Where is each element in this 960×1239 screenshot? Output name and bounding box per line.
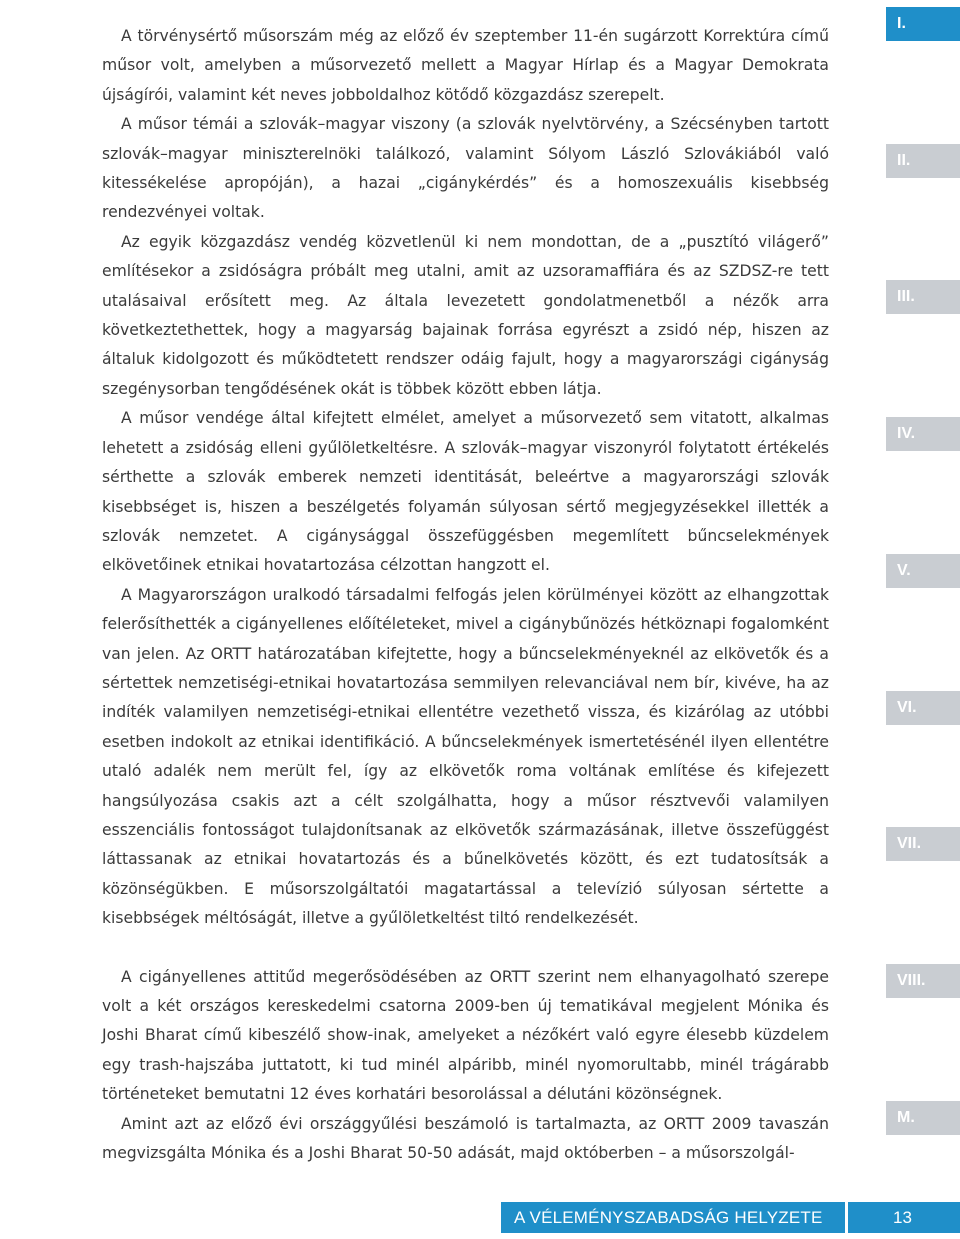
paragraph: A műsor vendége által kifejtett elmélet, amelyet a műsorvezető sem vitatott, alkalmas lehetett a zsidóság elleni gyűlöletkeltésre. A szlovák–magyar viszonyról folytatott értékelés sérthette a szlovák emberek nemzeti identitását, beleértve a magyarországi szlovák kisebbséget is, hiszen a beszélgetés folyamán súlyosan sértő megjegyzésekkel illették a szlovák nemzetet. A cigánysággal összefüggésben megemlített bűncselekmények elkövetőinek etnikai hovatartozása célzottan hangzott el. bbox=[102, 409, 829, 575]
footer-title: A VÉLEMÉNYSZABADSÁG HELYZETE bbox=[514, 1208, 823, 1227]
paragraph: Amint azt az előző évi országgyűlési beszámoló is tartalmazta, az ORTT 2009 tavaszán megvizsgálta Mónika és a Joshi Bharat 50-50 adását, majd októberben – a műsorszolgál- bbox=[102, 1114, 829, 1163]
paragraph: A Magyarországon uralkodó társadalmi felfogás jelen körülményei között az elhangzottak felerősíthették a cigányellenes előítéleteket, mivel a cigánybűnözés hétköznapi fogalomként van jelen. Az ORTT határozatában kifejtette, hogy a bűncselekményeknél az elkövetők és a sértettek nemzetiségi-etnikai hovatartozása semmilyen relevanciával nem bír, kivéve, ha az indíték valamilyen nemzetiségi-etnikai ellentétre vezethető vissza, és kizárólag az utóbbi esetben indokolt az etnikai identifikáció. A bűncselekmények ismertetésénél ilyen ellentétre utaló adalék nem merült fel, így az elkövetők roma voltának említése és kifejezett hangsúlyozása csakis azt a célt szolgálhatta, hogy a műsor résztvevői valamilyen esszenciális fontosságot tulajdonítsanak az elkövetők származásának, illetve összefüggést láttassanak az etnikai hovatartozás és a bűnelkövetés között, és ezt tudatosítsák a közönségükben. E műsorszolgáltatói magatartással a televízió súlyosan sértette a kisebbségek méltóságát, illetve a gyűlöletkeltést tiltó rendelkezését. bbox=[102, 585, 829, 928]
paragraph: A törvénysértő műsorszám még az előző év szeptember 11-én sugárzott Korrektúra című műsor volt, amelyben a műsorvezető mellett a Magyar Hírlap és a Magyar Demokrata újságírói, valamint két neves jobboldalhoz kötődő közgazdász szerepelt. bbox=[102, 27, 829, 104]
chapter-tab-6[interactable]: VI. bbox=[886, 691, 960, 725]
chapter-tab-4[interactable]: IV. bbox=[886, 417, 960, 451]
chapter-tab-3[interactable]: III. bbox=[886, 280, 960, 314]
chapter-tab-7[interactable]: VII. bbox=[886, 827, 960, 861]
chapter-tab-8[interactable]: VIII. bbox=[886, 964, 960, 998]
footer-bar bbox=[0, 1202, 960, 1233]
chapter-tab-2[interactable]: II. bbox=[886, 144, 960, 178]
chapter-tab-1[interactable]: I. bbox=[886, 7, 960, 41]
paragraph: A műsor témái a szlovák–magyar viszony (a szlovák nyelvtörvény, a Szécsényben tartott szlovák–magyar miniszterelnöki találkozó, valamint Sólyom László Szlovákiából való kitessékelése apropóján), a hazai „cigánykérdés” és a homoszexuális kisebbség rendezvényei voltak. bbox=[102, 115, 829, 222]
chapter-tab-m[interactable]: M. bbox=[886, 1101, 960, 1135]
footer-divider bbox=[845, 1202, 848, 1233]
document-body bbox=[102, 22, 829, 1168]
page-number: 13 bbox=[893, 1208, 912, 1227]
chapter-tab-5[interactable]: V. bbox=[886, 554, 960, 588]
paragraph: A cigányellenes attitűd megerősödésében az ORTT szerint nem elhanyagolható szerepe volt a két országos kereskedelmi csatorna 2009-ben új tematikával megjelent Mónika és Joshi Bharat című kibeszélő show-inak, amelyeket a nézőkért való egyre élesebb küzdelem egy trash-hajszába juttatott, ki tud minél alpáribb, minél nyomorultabb, minél trágárabb történeteket bemutatni 12 éves korhatári besorolással a délutáni közönségnek. bbox=[102, 967, 829, 1104]
paragraph: Az egyik közgazdász vendég közvetlenül ki nem mondottan, de a „pusztító világerő” említésekor a zsidóságra próbált meg utalni, amit az uzsoramaffiára és az SZDSZ-re tett utalásaival erősített meg. Az általa levezetett gondolatmenetből a nézők arra következtethettek, hogy a magyarság bajainak forrása egyrészt a zsidó nép, hiszen az általuk kidolgozott és működtetett rendszer odáig fajult, hogy a magyarországi cigányság szegénysorban tengődésének okát is többek között ebben látja. bbox=[102, 232, 829, 398]
